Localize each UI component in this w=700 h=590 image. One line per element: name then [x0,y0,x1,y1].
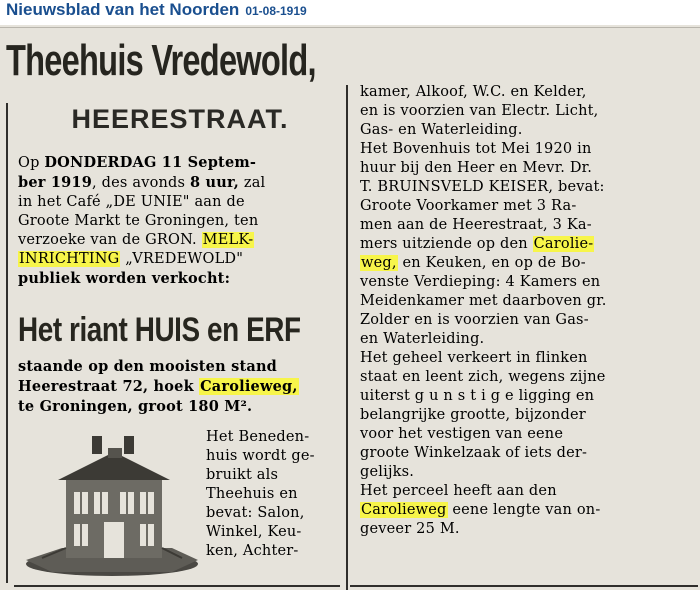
text-run: „VREDEWOLD" [120,251,244,267]
text-run: DONDERDAG 11 Septem- [44,154,257,171]
text-line [18,212,340,231]
text-run: zal [239,175,266,191]
text-run: Het Bovenhuis tot Mei 1920 in [360,141,592,157]
property-location [18,357,340,417]
text-run: en Waterleiding. [360,331,485,347]
text-run: groote Winkelzaak of iets der- [360,445,588,461]
text-line [360,273,696,292]
text-line: Theehuis en [206,486,298,502]
text-line [18,357,340,377]
text-line [360,482,696,501]
text-run: en is voorzien van Electr. Licht, [360,103,599,119]
highlighted-term: Carolie- [533,236,594,252]
downstairs-description [206,428,336,561]
text-line [360,197,696,216]
right-column-text [360,83,696,539]
text-run: en Keuken, en op de Bo- [397,255,586,271]
text-line [360,216,696,235]
text-line [360,254,696,273]
text-line [360,444,696,463]
text-run: kamer, Alkoof, W.C. en Kelder, [360,84,587,100]
publication-date: 01-08-1919 [245,4,307,18]
highlighted-term: Carolieweg, [200,378,298,395]
text-line [18,231,340,250]
text-run: , des avonds [92,175,190,191]
text-run: ber 1919 [18,174,93,191]
text-run: staat en leent zich, wegens zijne [360,369,606,385]
text-line [360,178,696,197]
text-line [360,159,696,178]
text-line [360,349,696,368]
text-line [360,292,696,311]
text-run: eene lengte van on- [447,502,601,518]
highlighted-term: MELK- [202,232,254,248]
newspaper-clipping [0,25,700,590]
text-line [18,269,340,289]
text-run: huur bij den Heer en Mevr. Dr. [360,160,593,176]
text-run: voor het vestigen van eene [360,426,564,442]
text-line [360,406,696,425]
text-line [360,83,696,102]
text-run: Gas- en Waterleiding. [360,122,523,138]
text-line [360,235,696,254]
left-border-rule [6,103,8,583]
house-illustration [22,430,200,580]
ad-title: Theehuis Vredewold, [6,36,316,85]
text-line [360,463,696,482]
text-run: Meidenkamer met daarboven gr. [360,293,607,309]
text-run: venste Verdieping: 4 Kamers en [360,274,601,290]
text-run: belangrijke grootte, bijzonder [360,407,586,423]
text-run: Groote Voorkamer met 3 Ra- [360,198,577,214]
text-run: publiek worden verkocht: [18,270,231,287]
ad-headline: Het riant HUIS en ERF [18,311,301,349]
text-line: Het Beneden- [206,429,310,445]
text-run: geveer 25 M. [360,521,460,537]
text-line [360,330,696,349]
text-run: Heerestraat 72, hoek [18,378,200,395]
text-run: Op [18,155,45,171]
text-run: mers uitziende op den [360,236,533,252]
text-line [360,520,696,539]
text-run: Het geheel verkeert in flinken [360,350,588,366]
text-run: Groote Markt te Groningen, ten [18,213,259,229]
text-line: bruikt als [206,467,279,483]
text-run: in het Café „DE UNIE" aan de [18,194,245,210]
text-line: Winkel, Keu- [206,524,302,540]
text-line [360,121,696,140]
newspaper-name: Nieuwsblad van het Noorden [6,0,240,19]
bottom-rule-left [14,585,340,587]
text-line [360,387,696,406]
text-line [360,368,696,387]
text-line [18,250,340,269]
auction-intro [18,153,340,289]
text-line [18,173,340,193]
highlighted-term: INRICHTING [19,251,120,267]
column-divider-rule [346,85,348,590]
top-rule [0,27,700,28]
text-line [360,501,696,520]
text-run: te Groningen, groot 180 M². [18,398,253,415]
text-run: verzoeke van de GRON. [18,232,202,248]
text-line [360,311,696,330]
text-line: huis wordt ge- [206,448,315,464]
text-run: Het perceel heeft aan den [360,483,557,499]
text-line: ken, Achter- [206,543,299,559]
ad-street: HEERESTRAAT. [71,104,289,134]
highlighted-term: weg, [361,255,397,271]
text-run: 8 uur, [189,174,240,191]
text-run: uiterst g u n s t i g e ligging en [360,388,595,404]
text-run: staande op den mooisten stand [18,358,278,375]
text-line [18,193,340,212]
text-line [360,425,696,444]
text-line [18,153,340,173]
page-header [6,0,307,24]
text-line [360,140,696,159]
highlighted-term: Carolieweg [361,502,447,518]
text-run: T. BRUINSVELD KEISER, bevat: [360,179,605,195]
text-line [18,397,340,417]
text-line [18,377,340,397]
text-run: Zolder en is voorzien van Gas- [360,312,589,328]
text-line [360,102,696,121]
house-icon [26,436,198,576]
bottom-rule-right [350,585,698,587]
text-run: men aan de Heerestraat, 3 Ka- [360,217,592,233]
text-line: bevat: Salon, [206,505,305,521]
text-run: gelijks. [360,464,415,480]
